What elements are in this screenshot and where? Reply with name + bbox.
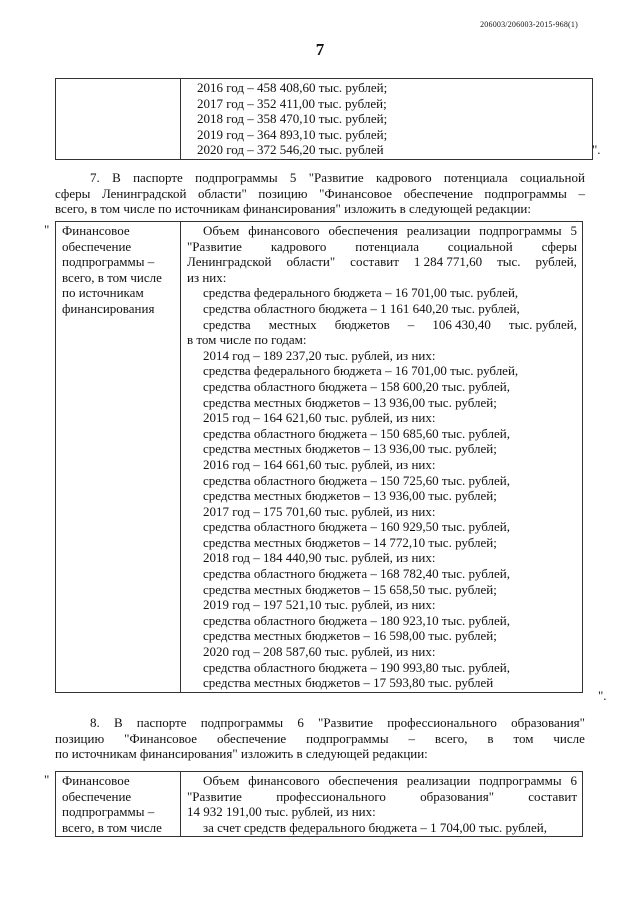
year-line: 2015 год – 164 621,60 тыс. рублей, из них: (203, 410, 436, 426)
value-line: средства местных бюджетов – 13 936,00 тыс. рублей; (203, 441, 497, 457)
year-line: 2014 год – 189 237,20 тыс. рублей, из них: (203, 347, 436, 363)
table-right-cell (181, 79, 593, 160)
value-line: средства областного бюджета – 160 929,50 тыс. рублей, (203, 519, 510, 535)
value-line: средства местных бюджетов – 106 430,40 тыс. рублей, (203, 316, 577, 332)
value-line: Ленинградской области" составит 1 284 771,60 тыс. рублей, (187, 254, 577, 270)
value-line: "Развитие кадрового потенциала социальной сферы (187, 238, 577, 254)
passport-table-subprogram-5 (55, 221, 583, 693)
value-line: средства областного бюджета – 158 600,20 тыс. рублей, (203, 378, 510, 394)
opening-quote: " (44, 772, 50, 787)
value-line: средства местных бюджетов – 15 658,50 тыс. рублей; (203, 581, 497, 597)
paragraph-line: 7. В паспорте подпрограммы 5 "Развитие кадрового потенциала социальной (90, 170, 585, 185)
value-line: в том числе по годам: (187, 332, 307, 348)
position-name-cell: Финансовое обеспечение подпрограммы – всего, в том числе (56, 772, 181, 837)
paragraph-line: 8. В паспорте подпрограммы 6 "Развитие профессионального образования" (90, 715, 585, 730)
table-left-cell (56, 79, 181, 160)
value-line: средства областного бюджета – 168 782,40 тыс. рублей, (203, 566, 510, 582)
value-line: средства местных бюджетов – 13 936,00 тыс. рублей; (203, 488, 497, 504)
value-line: за счет средств федерального бюджета – 1 704,00 тыс. рублей, (203, 819, 547, 835)
closing-quote: ". (598, 688, 607, 703)
paragraph-line: по источникам финансирования" изложить в следующей редакции: (55, 746, 428, 762)
year-line: 2020 год – 208 587,60 тыс. рублей, из них: (203, 644, 436, 660)
closing-quote: ". (592, 142, 601, 157)
value-line: 14 932 191,00 тыс. рублей, из них: (187, 804, 376, 820)
value-line: средства местных бюджетов – 17 593,80 тыс. рублей (203, 675, 494, 691)
value-line: Объем финансового обеспечения реализации подпрограммы 5 (203, 223, 577, 238)
opening-quote: " (44, 222, 50, 237)
year-line: 2018 год – 358 470,10 тыс. рублей; (197, 111, 388, 127)
paragraph-line: позицию "Финансовое обеспечение подпрограммы – всего, в том числе (55, 730, 585, 746)
year-line: 2020 год – 372 546,20 тыс. рублей (197, 142, 384, 158)
value-line: "Развитие профессионального образования" составит (187, 788, 577, 804)
paragraph-line: всего, в том числе по источникам финансирования" изложить в следующей редакции: (55, 201, 531, 217)
document-id: 206003/206003-2015-968(1) (480, 20, 578, 29)
year-line: 2017 год – 352 411,00 тыс. рублей; (197, 95, 387, 111)
year-line: 2016 год – 164 661,60 тыс. рублей, из них: (203, 456, 436, 472)
value-line: Объем финансового обеспечения реализации подпрограммы 6 (203, 773, 577, 788)
value-line: из них: (187, 269, 227, 285)
position-value-cell (181, 772, 583, 837)
year-line: 2019 год – 364 893,10 тыс. рублей; (197, 126, 388, 142)
passport-table-subprogram-6 (55, 771, 583, 837)
position-name-cell: Финансовое обеспечение подпрограммы – всего, в том числе по источникам финансирования (56, 222, 181, 693)
year-line: 2016 год – 458 408,60 тыс. рублей; (197, 80, 388, 95)
value-line: средства областного бюджета – 190 993,80 тыс. рублей, (203, 659, 510, 675)
year-line: 2017 год – 175 701,60 тыс. рублей, из них: (203, 503, 436, 519)
value-line: средства федерального бюджета – 16 701,00 тыс. рублей, (203, 363, 519, 379)
table-continuation (55, 78, 593, 160)
value-line: средства федерального бюджета – 16 701,00 тыс. рублей, (203, 285, 519, 301)
page-number: 7 (315, 40, 325, 59)
value-line: средства областного бюджета – 150 725,60 тыс. рублей, (203, 472, 510, 488)
value-line: средства местных бюджетов – 13 936,00 тыс. рублей; (203, 394, 497, 410)
value-line: средства местных бюджетов – 16 598,00 тыс. рублей; (203, 628, 497, 644)
value-line: средства областного бюджета – 1 161 640,20 тыс. рублей, (203, 300, 520, 316)
paragraph-8 (55, 715, 585, 762)
paragraph-7 (55, 170, 585, 217)
year-line: 2019 год – 197 521,10 тыс. рублей, из них: (203, 597, 436, 613)
value-line: средства областного бюджета – 150 685,60 тыс. рублей, (203, 425, 510, 441)
position-value-cell (181, 222, 583, 693)
value-line: средства местных бюджетов – 14 772,10 тыс. рублей; (203, 534, 497, 550)
value-line: средства областного бюджета – 180 923,10 тыс. рублей, (203, 612, 510, 628)
year-line: 2018 год – 184 440,90 тыс. рублей, из них: (203, 550, 436, 566)
paragraph-line: сферы Ленинградской области" позицию "Финансовое обеспечение подпрограммы – (55, 185, 585, 201)
